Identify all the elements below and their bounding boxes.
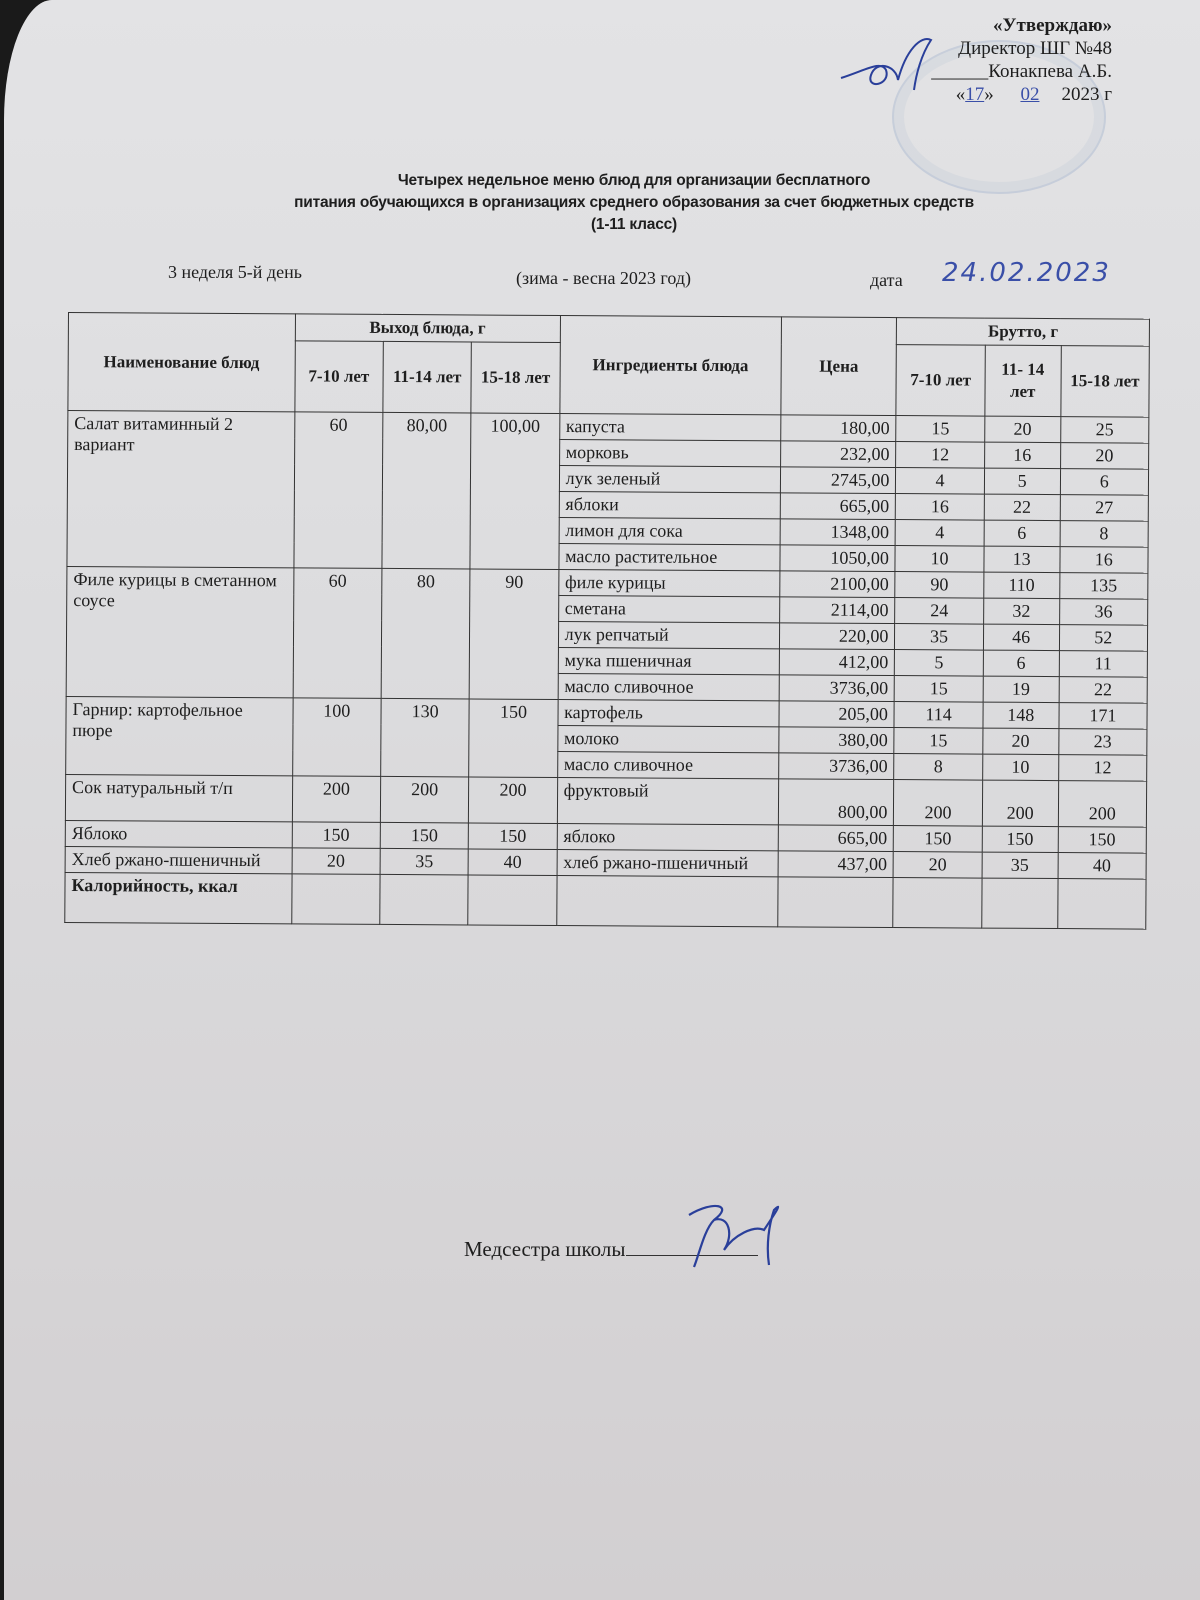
season-label: (зима - весна 2023 год) [516, 268, 691, 288]
gross-value: 46 [983, 624, 1059, 650]
ingredient-price: 412,00 [779, 649, 895, 676]
gross-value: 15 [894, 728, 983, 755]
empty-cell [981, 878, 1057, 928]
empty-cell [556, 875, 778, 926]
dish-name: Филе курицы в сметанном соусе [66, 566, 293, 697]
gross-value: 52 [1059, 625, 1148, 652]
yield-value: 150 [292, 822, 381, 849]
gross-value: 11 [1059, 651, 1148, 678]
gross-value: 40 [1058, 853, 1147, 880]
ingredient-name: морковь [559, 440, 781, 467]
week-day-label: 3 неделя 5-й день [168, 262, 302, 282]
ingredient-name: масло сливочное [557, 751, 779, 778]
yield-value: 130 [381, 698, 470, 777]
nurse-label: Медсестра школы [464, 1237, 626, 1261]
empty-cell [291, 874, 380, 925]
yield-value: 90 [469, 569, 558, 700]
ingredient-price: 3736,00 [779, 753, 895, 780]
gross-value: 15 [895, 676, 984, 703]
header-gross-age-7-10: 7-10 лет [896, 345, 985, 417]
date-label: дата [870, 270, 903, 290]
gross-value: 24 [895, 598, 984, 625]
empty-cell [893, 878, 982, 929]
gross-value: 16 [896, 494, 985, 521]
dish-name: Гарнир: картофельное пюре [66, 696, 293, 775]
gross-value: 200 [1058, 781, 1147, 828]
approval-date: «17» 02 2023 г [955, 84, 1112, 105]
calories-row [65, 872, 1146, 929]
yield-value: 200 [292, 776, 381, 823]
table-row [68, 411, 1149, 444]
yield-value: 100,00 [470, 413, 559, 570]
gross-value: 35 [895, 624, 984, 651]
yield-value: 60 [294, 412, 383, 569]
ingredient-price: 665,00 [780, 493, 896, 520]
header-ingredients: Ингредиенты блюда [560, 316, 782, 415]
gross-value: 20 [893, 852, 982, 879]
document-page [4, 0, 1200, 1600]
gross-value: 12 [1058, 755, 1147, 782]
nurse-signature-block [464, 1235, 758, 1262]
gross-value: 135 [1059, 573, 1148, 600]
approval-heading: «Утверждаю» [993, 15, 1112, 36]
dish-name: Салат витаминный 2 вариант [67, 411, 295, 568]
gross-value: 15 [896, 416, 985, 443]
header-yield: Выход блюда, г [295, 314, 560, 343]
signature-line [626, 1235, 758, 1256]
dish-name: Сок натуральный т/п [65, 774, 292, 821]
gross-value: 4 [896, 468, 985, 495]
gross-value: 200 [894, 780, 983, 827]
title-line-3: (1-11 класс) [590, 216, 678, 233]
gross-value: 8 [894, 754, 983, 781]
ingredient-name: яблоки [559, 492, 781, 519]
gross-value: 110 [984, 572, 1060, 598]
gross-value: 16 [984, 442, 1060, 468]
dish-name: Хлеб ржано-пшеничный [65, 846, 292, 873]
ingredient-name: мука пшеничная [558, 648, 780, 675]
gross-value: 5 [984, 468, 1060, 494]
gross-value: 114 [894, 702, 983, 729]
gross-value: 6 [983, 650, 1059, 676]
handwritten-date: 24.02.2023 [942, 258, 1111, 288]
yield-value: 40 [468, 849, 557, 876]
approval-block [852, 14, 1112, 106]
ingredient-price: 437,00 [778, 851, 894, 878]
ingredient-name: лук репчатый [558, 622, 780, 649]
gross-value: 171 [1059, 703, 1148, 730]
ingredient-price: 180,00 [781, 415, 897, 442]
ingredient-name: масло сливочное [558, 673, 780, 700]
yield-value: 200 [380, 776, 469, 823]
ingredient-price: 1050,00 [780, 545, 896, 572]
gross-value: 13 [984, 546, 1060, 572]
gross-value: 5 [895, 650, 984, 677]
gross-value: 22 [984, 494, 1060, 520]
yield-value: 100 [292, 698, 381, 777]
gross-value: 10 [982, 754, 1058, 780]
gross-value: 6 [1060, 469, 1149, 496]
header-gross-age-11-14: 11- 14 лет [985, 345, 1061, 416]
yield-value: 150 [469, 823, 558, 850]
yield-value: 200 [469, 777, 558, 824]
ingredient-name: лук зеленый [559, 466, 781, 493]
gross-value: 200 [982, 780, 1058, 826]
ingredient-price: 205,00 [779, 701, 895, 728]
yield-value: 20 [292, 848, 381, 875]
gross-value: 19 [983, 676, 1059, 702]
menu-table [64, 312, 1150, 930]
ingredient-price: 220,00 [779, 623, 895, 650]
gross-value: 20 [984, 416, 1060, 442]
ingredient-price: 800,00 [778, 779, 894, 826]
ingredient-price: 665,00 [778, 825, 894, 852]
gross-value: 32 [983, 598, 1059, 624]
document-title [154, 170, 1114, 236]
ingredient-price: 380,00 [779, 727, 895, 754]
table-row [67, 566, 1148, 599]
gross-value: 90 [895, 572, 984, 599]
ingredient-price: 2114,00 [780, 597, 896, 624]
ingredient-price: 1348,00 [780, 519, 896, 546]
approval-position: Директор ШГ №48 [958, 38, 1112, 59]
gross-value: 20 [983, 728, 1059, 754]
header-yield-age-7-10: 7-10 лет [294, 341, 383, 413]
ingredient-name: лимон для сока [559, 518, 781, 545]
approval-name: ______Конакпева А.Б. [931, 61, 1112, 82]
header-dish: Наименование блюд [68, 313, 295, 412]
gross-value: 23 [1058, 729, 1147, 756]
gross-value: 27 [1060, 495, 1149, 522]
ingredient-price: 232,00 [781, 441, 897, 468]
yield-value: 80,00 [382, 412, 471, 569]
gross-value: 25 [1060, 417, 1149, 444]
ingredient-price: 2745,00 [780, 467, 896, 494]
ingredient-name: масло растительное [559, 544, 781, 571]
ingredient-name: фруктовый [557, 777, 779, 824]
yield-value: 150 [469, 699, 558, 778]
header-yield-age-15-18: 15-18 лет [471, 342, 560, 414]
title-line-1: Четырех недельное меню блюд для организации бесплатного [397, 172, 871, 189]
gross-value: 6 [984, 520, 1060, 546]
yield-value: 35 [380, 848, 469, 875]
gross-value: 36 [1059, 599, 1148, 626]
calories-label: Калорийность, ккал [65, 872, 292, 923]
ingredient-name: хлеб ржано-пшеничный [557, 849, 779, 876]
table-row [66, 696, 1147, 729]
header-gross-age-15-18: 15-18 лет [1060, 346, 1149, 418]
gross-value: 12 [896, 442, 985, 469]
gross-value: 20 [1060, 443, 1149, 470]
gross-value: 150 [982, 826, 1058, 852]
gross-value: 150 [1058, 827, 1147, 854]
ingredient-name: сметана [558, 596, 780, 623]
empty-cell [778, 877, 894, 928]
dish-name: Яблоко [65, 820, 292, 847]
gross-value: 4 [895, 520, 984, 547]
ingredient-name: картофель [558, 699, 780, 726]
yield-value: 60 [293, 568, 382, 699]
ingredient-price: 2100,00 [780, 571, 896, 598]
gross-value: 150 [894, 826, 983, 853]
empty-cell [468, 875, 557, 926]
ingredient-name: капуста [559, 414, 781, 441]
gross-value: 8 [1060, 521, 1149, 548]
header-yield-age-11-14: 11-14 лет [383, 341, 472, 413]
gross-value: 16 [1060, 547, 1149, 574]
gross-value: 148 [983, 702, 1059, 728]
gross-value: 10 [895, 546, 984, 573]
empty-cell [380, 874, 469, 925]
yield-value: 150 [380, 822, 469, 849]
header-price: Цена [781, 317, 897, 416]
ingredient-name: яблоко [557, 823, 779, 850]
ingredient-price: 3736,00 [779, 675, 895, 702]
header-gross: Брутто, г [897, 318, 1150, 347]
ingredient-name: молоко [557, 725, 779, 752]
table-row [65, 774, 1146, 827]
yield-value: 80 [381, 568, 470, 699]
empty-cell [1057, 879, 1146, 930]
gross-value: 35 [982, 852, 1058, 878]
title-line-2: питания обучающихся в организациях среднего образования за счет бюджетных средств [294, 194, 974, 211]
ingredient-name: филе курицы [558, 570, 780, 597]
gross-value: 22 [1059, 677, 1148, 704]
